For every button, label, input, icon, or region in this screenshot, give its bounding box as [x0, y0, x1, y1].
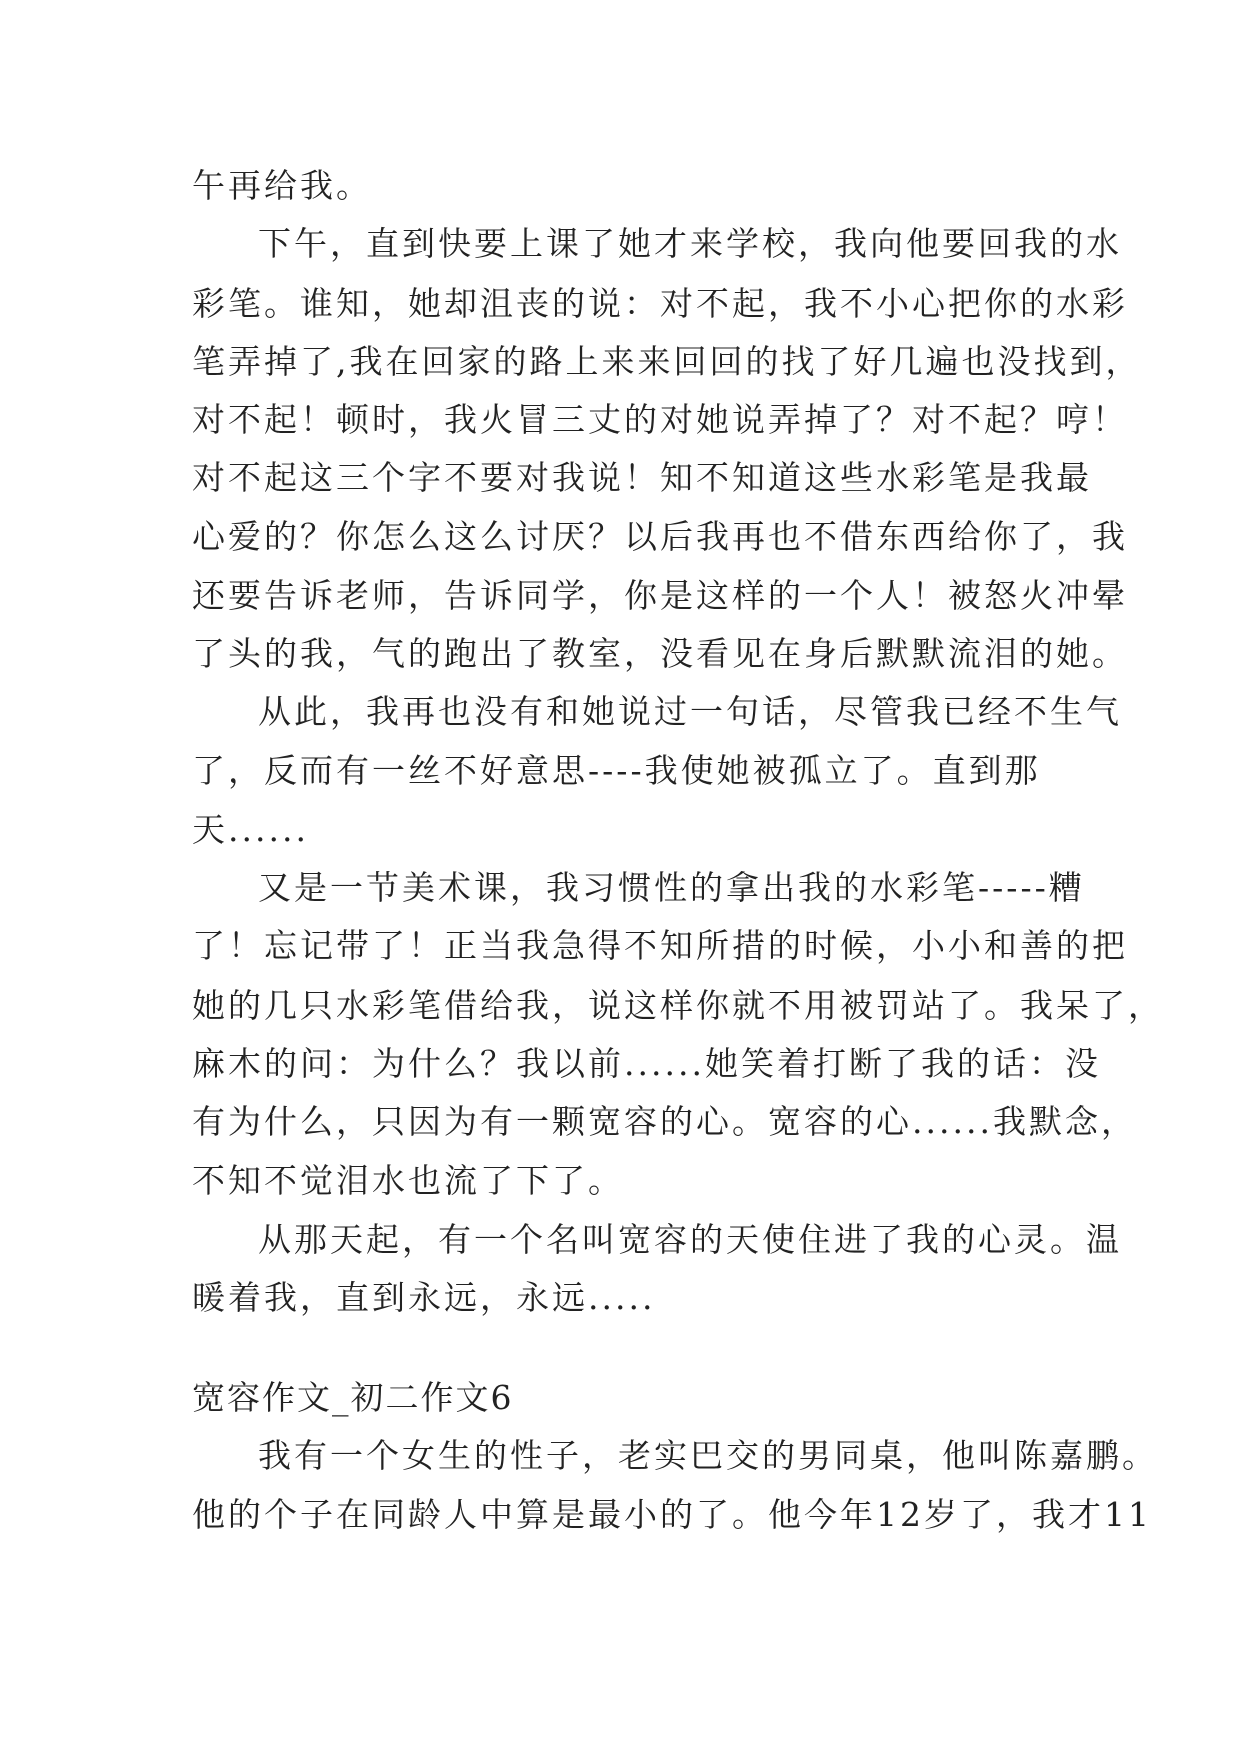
text-line-17: 有为什么，只因为有一颗宽容的心。宽容的心......我默念，	[192, 1102, 1137, 1141]
text-line-20: 暖着我，直到永远，永远.....	[192, 1278, 656, 1317]
text-line-9: 了头的我，气的跑出了教室，没看见在身后默默流泪的她。	[192, 634, 1128, 673]
text-line-11: 了，反而有一丝不好意思----我使她被孤立了。直到那	[192, 751, 1041, 790]
text-line-6: 对不起这三个字不要对我说！知不知道这些水彩笔是我最	[192, 458, 1092, 497]
paragraph-line-22: 我有一个女生的性子，老实巴交的男同桌，他叫陈嘉鹏。	[258, 1436, 1158, 1475]
text-line-7: 心爱的？你怎么这么讨厌？以后我再也不借东西给你了，我	[192, 517, 1128, 556]
paragraph-line-13: 又是一节美术课，我习惯性的拿出我的水彩笔-----糟	[258, 868, 1085, 907]
text-line-4: 笔弄掉了,我在回家的路上来来回回的找了好几遍也没找到，	[192, 342, 1142, 381]
paragraph-line-19: 从那天起，有一个名叫宽容的天使住进了我的心灵。温	[258, 1220, 1122, 1259]
text-line-1: 午再给我。	[192, 166, 372, 205]
text-line-12: 天......	[192, 810, 309, 849]
paragraph-line-10: 从此，我再也没有和她说过一句话，尽管我已经不生气	[258, 692, 1122, 731]
text-line-23: 他的个子在同龄人中算是最小的了。他今年12岁了，我才11	[192, 1495, 1152, 1534]
paragraph-line-2: 下午，直到快要上课了她才来学校，我向他要回我的水	[258, 224, 1122, 263]
text-line-18: 不知不觉泪水也流了下了。	[192, 1161, 624, 1200]
text-line-5: 对不起！顿时，我火冒三丈的对她说弄掉了？对不起？哼！	[192, 400, 1128, 439]
text-line-14: 了！忘记带了！正当我急得不知所措的时候，小小和善的把	[192, 926, 1128, 965]
text-line-3: 彩笔。谁知，她却沮丧的说：对不起，我不小心把你的水彩	[192, 284, 1128, 323]
text-line-16: 麻木的问：为什么？我以前......她笑着打断了我的话：没	[192, 1044, 1101, 1083]
text-line-15: 她的几只水彩笔借给我，说这样你就不用被罚站了。我呆了，	[192, 986, 1164, 1025]
section-heading: 宽容作文_初二作文6	[192, 1378, 514, 1417]
text-line-8: 还要告诉老师，告诉同学，你是这样的一个人！被怒火冲晕	[192, 576, 1128, 615]
